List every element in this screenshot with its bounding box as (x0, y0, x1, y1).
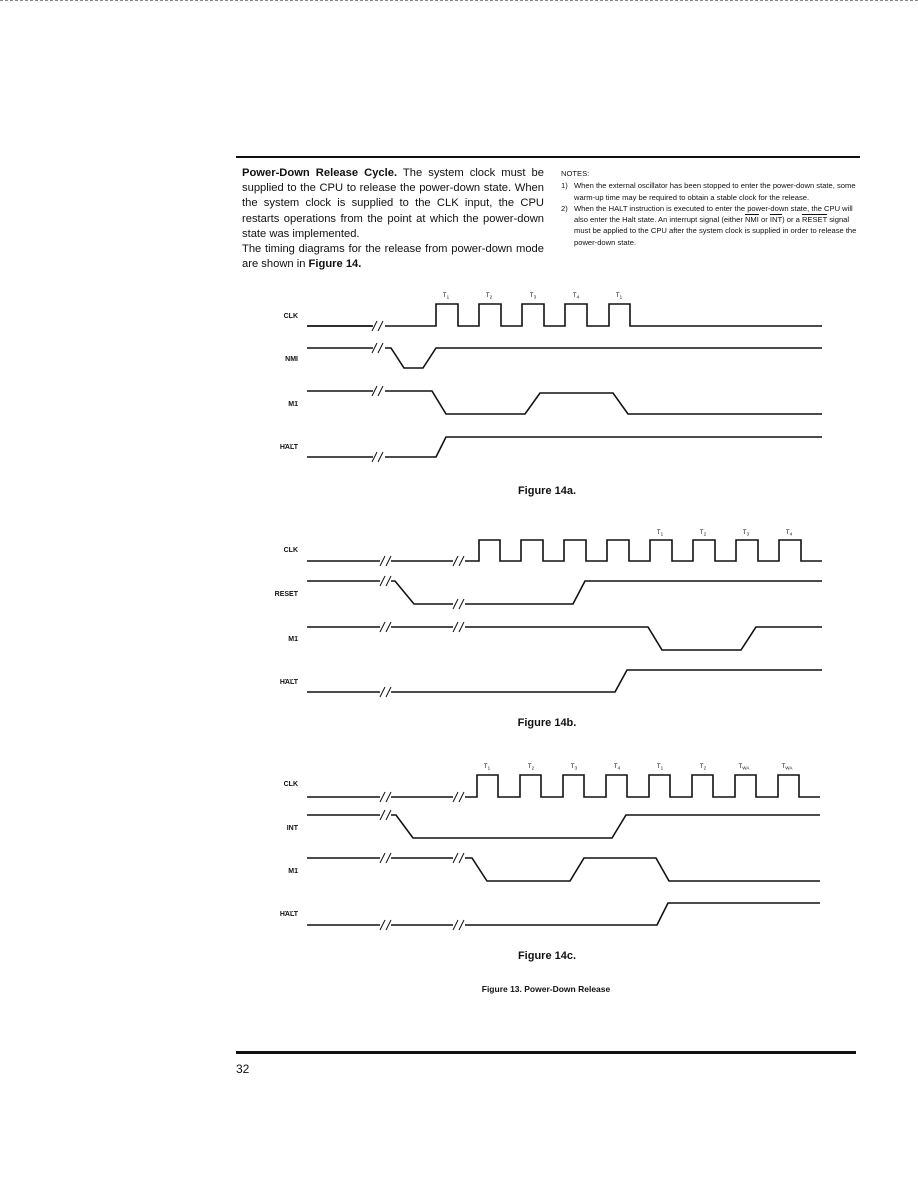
fig14c-t-label: $T_{WA}$ (781, 764, 793, 771)
note-2-int: $\overline{INT}$ (769, 215, 783, 225)
figure-title: Figure 13. Power-Down Release (481, 984, 611, 994)
paragraph-1-text: The system clock must be supplied to the CPU to release the power-down state. When the system clock is supplied to the CLK input, the CPU restarts operations from the point at which the power-down state was implemented. (242, 167, 544, 240)
fig14a-signal-halt: HALT (279, 444, 298, 451)
notes-header: NOTES: (561, 169, 590, 178)
note-2-part-a: When the HALT instruction is executed to enter the power-down state, the CPU will also enter the Halt state. An interrupt signal (either (574, 203, 853, 225)
fig14c-signal-int: INT (286, 825, 298, 832)
fig14a-halt-wave (307, 437, 822, 457)
fig14b-signal-clk: CLK (283, 547, 298, 554)
fig14b-m1-wave (307, 627, 822, 650)
fig14c-caption: Figure 14c. (517, 950, 577, 962)
fig14a-m1-wave (307, 391, 822, 414)
fig14b-caption: Figure 14b. (517, 717, 577, 729)
fig14a-signal-m1: M1 (288, 401, 298, 408)
fig14c-t-label: $T_2$ (699, 764, 707, 771)
fig14c-t-label: $T_2$ (527, 764, 535, 771)
fig14c-t-label: $T_1$ (483, 764, 491, 771)
note-1-text: When the external oscillator has been stopped to enter the power-down state, some warm-up time may be required to obtain a stable clock for the release. (574, 181, 856, 202)
fig14a-t-label: $T_2$ (485, 293, 493, 300)
fig14a-caption: Figure 14a. (517, 485, 577, 497)
fig14b-signal-reset: RESET (274, 591, 298, 598)
fig14c-t-label: $T_1$ (656, 764, 664, 771)
fig14a-signal-clk: CLK (283, 313, 298, 320)
fig14c-m1-wave (307, 858, 820, 881)
fig14c-int-wave (307, 815, 820, 838)
fig14a-t-label: $T_1$ (442, 293, 450, 300)
figure-14b (275, 530, 822, 697)
fig14b-t-label: $T_1$ (656, 530, 664, 537)
fig14c-t-label: $T_3$ (570, 764, 578, 771)
fig14b-signal-m1: M1 (288, 636, 298, 643)
figure-14a (280, 293, 822, 462)
page-number: 32 (236, 1062, 250, 1076)
note-1-number: 1) (561, 181, 568, 191)
fig14c-signal-halt: HALT (279, 911, 298, 918)
note-2-nmi: $\overline{NMI}$ (744, 215, 759, 225)
bottom-rule (236, 1051, 856, 1054)
fig14c-break-marks (380, 792, 464, 930)
note-2-reset: RESET (801, 215, 828, 225)
fig14a-clk-wave-b (307, 304, 822, 326)
fig14a-t-label: $T_1$ (615, 293, 623, 300)
figure-14c (280, 764, 820, 930)
fig14c-signal-clk: CLK (283, 781, 298, 788)
fig14b-t-label: $T_3$ (742, 530, 750, 537)
fig14c-t-label: $T_{WA}$ (738, 764, 750, 771)
note-2-number: 2) (561, 203, 568, 213)
fig14a-signal-nmi: NMI (285, 356, 298, 363)
figure-reference: Figure 14. (308, 258, 362, 271)
fig14b-t-label: $T_2$ (699, 530, 707, 537)
note-2-part-b: or (758, 215, 770, 225)
fig14a-break-marks (372, 321, 383, 462)
fig14b-t-label: $T_4$ (785, 530, 793, 537)
note-2-part-d: signal must be applied to the CPU after the system clock is supplied in order to release the power-down state. (574, 215, 857, 247)
section-heading: Power-Down Release Cycle. (242, 167, 398, 179)
fig14a-t-label: $T_3$ (529, 293, 537, 300)
fig14a-nmi-wave (307, 348, 822, 368)
fig14c-signal-m1: M1 (288, 868, 298, 875)
note-2-part-c: ) or a (782, 215, 802, 225)
paragraph-2-text: The timing diagrams for the release from power-down mode are shown in (242, 243, 544, 271)
fig14c-t-label: $T_4$ (613, 764, 621, 771)
fig14a-t-label: $T_4$ (572, 293, 580, 300)
fig14b-signal-halt: HALT (279, 679, 298, 686)
fig14b-reset-wave (307, 581, 822, 604)
